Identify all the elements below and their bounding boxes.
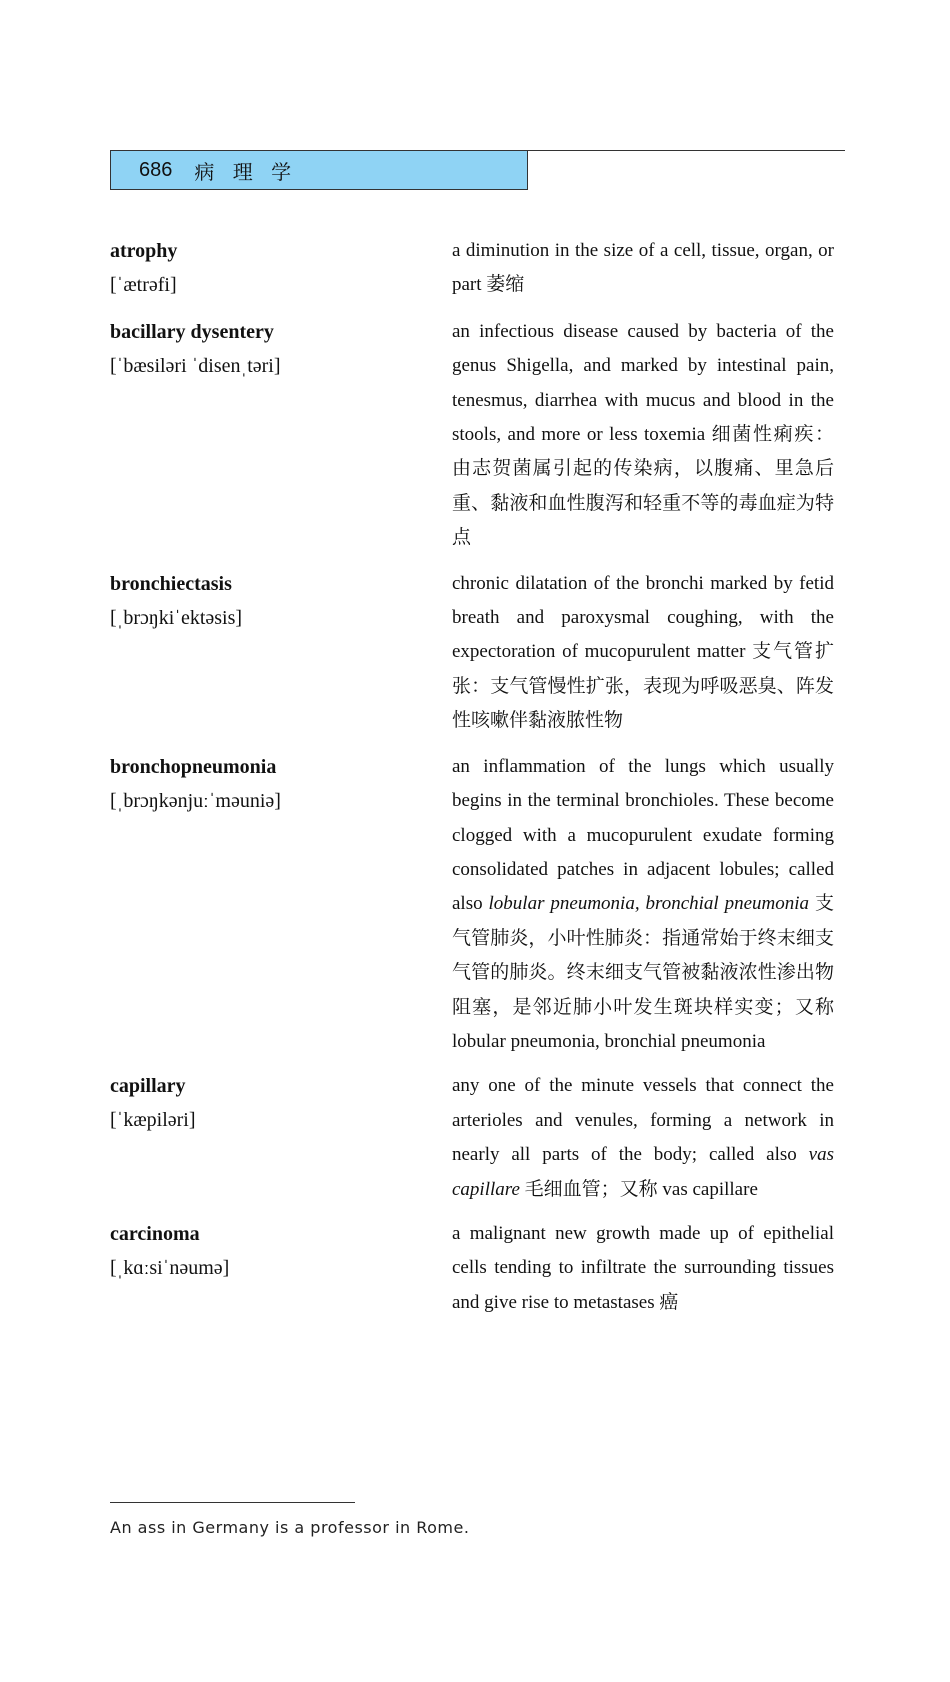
entry-term: capillary (110, 1075, 186, 1098)
definition-text: 毛细血管；又称 vas capillare (519, 1178, 758, 1200)
entry-phonetic: [ˌbrɔŋkənjuːˈməuniə] (110, 789, 281, 812)
term-column (110, 750, 452, 1060)
definition-italic-text: vas capillare (452, 1144, 834, 1200)
entry-term: bacillary dysentery (110, 320, 274, 343)
definition-text: any one of the minute vessels that connect the arterioles and venules, forming a network in nearly all parts of the body; called also (452, 1075, 834, 1166)
glossary-entry (110, 1069, 835, 1207)
glossary-entry (110, 1217, 835, 1320)
footnote-rule (110, 1502, 355, 1503)
book-title: 病 理 学 (194, 159, 298, 184)
term-column (110, 1069, 452, 1207)
footnote: An ass in Germany is a professor in Rome. (110, 1518, 470, 1537)
entry-definition (452, 315, 834, 556)
entry-phonetic: [ˈætrəfi] (110, 274, 177, 296)
glossary-entries (110, 234, 835, 1320)
entry-phonetic: [ˈkæpiləri] (110, 1109, 196, 1132)
entry-definition (452, 1217, 834, 1320)
glossary-entry (110, 567, 835, 739)
entry-term: bronchopneumonia (110, 755, 277, 778)
entry-definition (452, 750, 834, 1060)
entry-definition (452, 1069, 834, 1207)
definition-text: an inflammation of the lungs which usually begins in the terminal bronchioles. These become clogged with a mucopurulent exudate forming consolidated patches in adjacent lobules; called also (452, 755, 834, 915)
glossary-entry (110, 234, 835, 303)
running-header (110, 150, 528, 190)
page-number: 686 (139, 158, 173, 181)
entry-term: bronchiectasis (110, 572, 232, 595)
entry-term: atrophy (110, 240, 178, 262)
term-column (110, 315, 452, 556)
definition-text: a malignant new growth made up of epithelial cells tending to infiltrate the surrounding tissues and give rise to metastases 癌 (452, 1222, 834, 1313)
term-column (110, 234, 452, 303)
entry-term: carcinoma (110, 1222, 200, 1245)
glossary-entry (110, 315, 835, 556)
definition-text: chronic dilatation of the bronchi marked by fetid breath and paroxysmal coughing, with the expectoration of mucopurulent matter 支气管扩张：支气管慢性扩张，表现为呼吸恶臭、阵发性咳嗽伴黏液脓性物 (452, 572, 834, 732)
term-column (110, 567, 452, 739)
entry-definition (452, 567, 834, 739)
term-column (110, 1217, 452, 1320)
definition-italic-text: lobular pneumonia, bronchial pneumonia (488, 893, 810, 915)
entry-phonetic: [ˌbrɔŋkiˈektəsis] (110, 606, 243, 629)
definition-text: 支气管肺炎，小叶性肺炎：指通常始于终末细支气管的肺炎。终末细支气管被黏液浓性渗出物阻塞，是邻近肺小叶发生斑块样实变；又称 lobular pneumonia, bronchial pneumonia (452, 893, 834, 1052)
entry-phonetic: [ˌkɑːsiˈnəumə] (110, 1256, 230, 1279)
definition-text: an infectious disease caused by bacteria of the genus Shigella, and marked by intestinal pain, tenesmus, diarrhea with mucus and blood in the stools, and more or less toxemia 细菌性痢疾：由志贺菌属引起的传染病，以腹痛、里急后重、黏液和血性腹泻和轻重不等的毒血症为特点 (452, 320, 834, 549)
entry-phonetic: [ˈbæsiləri ˈdisenˌtəri] (110, 354, 281, 377)
entry-definition (452, 234, 834, 303)
definition-text: a diminution in the size of a cell, tissue, organ, or part 萎缩 (452, 240, 834, 296)
glossary-entry (110, 750, 835, 1060)
